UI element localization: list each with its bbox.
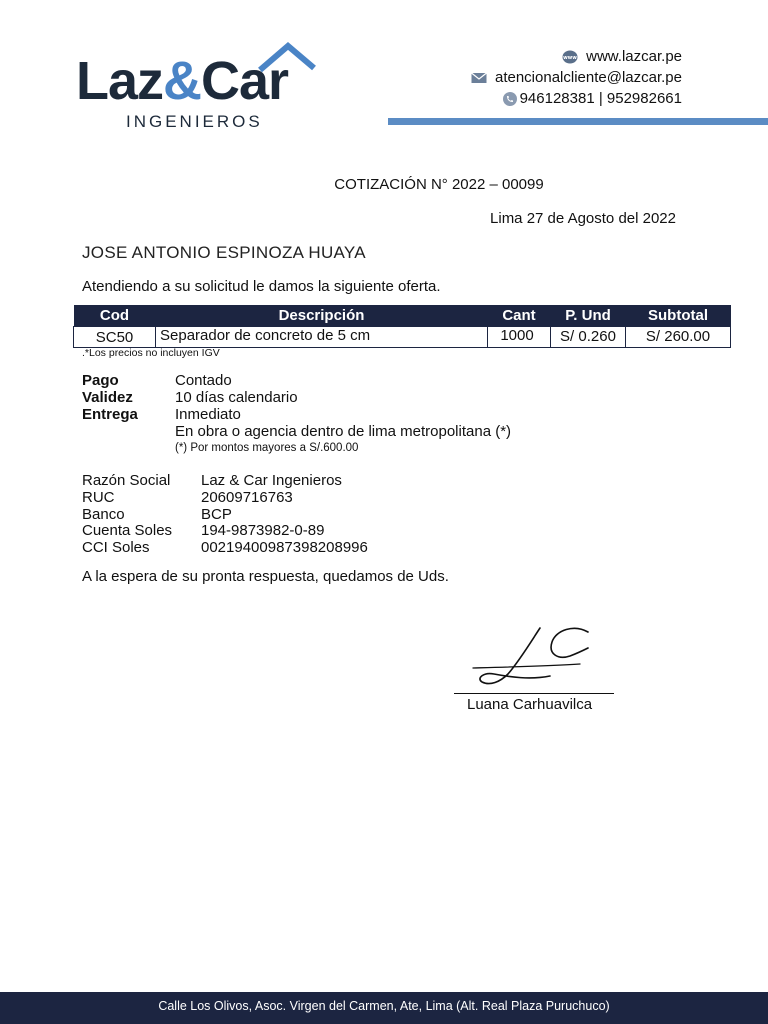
cell-p-und: S/ 0.260: [551, 327, 626, 348]
footer-address: Calle Los Olivos, Asoc. Virgen del Carmen, Ate, Lima (Alt. Real Plaza Puruchuco): [158, 999, 610, 1013]
ruc-label: RUC: [82, 488, 115, 506]
cell-subtotal: S/ 260.00: [626, 327, 731, 348]
bank-info-block: [82, 473, 368, 557]
terms-row-pago: [82, 372, 511, 389]
header-accent-bar: [388, 118, 768, 125]
handwritten-signature: [470, 622, 595, 690]
intro-text: Atendiendo a su solicitud le damos la siguiente oferta.: [82, 278, 441, 295]
validez-value: 10 días calendario: [175, 389, 298, 406]
terms-block: [82, 372, 511, 457]
quote-table: [73, 305, 731, 348]
cell-cant: 1000: [488, 327, 551, 348]
validez-label: Validez: [82, 389, 133, 406]
banco-label: Banco: [82, 505, 125, 523]
entrega-note: (*) Por montos mayores a S/.600.00: [175, 442, 359, 454]
bank-row-cuenta: [82, 523, 368, 540]
banco-value: BCP: [201, 505, 232, 523]
svg-text:www: www: [563, 54, 578, 61]
terms-row-entrega: [82, 406, 511, 423]
ruc-value: 20609716763: [201, 488, 293, 506]
col-header-cod: Cod: [74, 305, 156, 327]
envelope-icon: [471, 71, 487, 85]
entrega-detail: En obra o agencia dentro de lima metropolitana (*): [175, 423, 512, 440]
razon-value: Laz & Car Ingenieros: [201, 472, 342, 489]
email-row: [471, 67, 682, 88]
razon-label: Razón Social: [82, 472, 171, 489]
cci-label: CCI Soles: [82, 539, 150, 557]
website-link[interactable]: www.lazcar.pe: [586, 48, 682, 65]
contact-block: [471, 46, 682, 109]
brand-name: Laz&Car: [76, 51, 289, 111]
whatsapp-icon: [502, 91, 518, 107]
cuenta-value: 194-9873982-0-89: [201, 522, 325, 540]
igv-note: .*Los precios no incluyen IGV: [82, 347, 220, 359]
phone-row: [471, 88, 682, 109]
pago-label: Pago: [82, 372, 119, 389]
col-header-cant: Cant: [488, 305, 551, 327]
bank-row-cci: [82, 540, 368, 557]
company-logo: [76, 40, 326, 132]
cell-cod: SC50: [74, 327, 156, 348]
bank-row-banco: [82, 507, 368, 524]
footer-address-bar: [0, 992, 768, 1024]
website-row: [471, 46, 682, 67]
col-header-subtotal: Subtotal: [626, 305, 731, 327]
client-name: JOSE ANTONIO ESPINOZA HUAYA: [82, 243, 366, 262]
cuenta-label: Cuenta Soles: [82, 522, 173, 540]
entrega-label: Entrega: [82, 406, 138, 423]
phone-numbers: 946128381 | 952982661: [519, 90, 682, 107]
quote-date: Lima 27 de Agosto del 2022: [490, 210, 676, 227]
bank-row-razon: [82, 473, 368, 490]
entrega-value: Inmediato: [175, 406, 241, 423]
bank-row-ruc: [82, 490, 368, 507]
closing-text: A la espera de su pronta respuesta, quedamos de Uds.: [82, 568, 449, 585]
terms-row-entrega-note: [82, 440, 511, 457]
pago-value: Contado: [175, 372, 232, 389]
cci-value: 00219400987398208996: [201, 539, 368, 557]
table-row: [74, 327, 731, 348]
col-header-p-und: P. Und: [551, 305, 626, 327]
cell-descripcion: Separador de concreto de 5 cm: [156, 327, 488, 348]
quote-title: COTIZACIÓN N° 2022 – 00099: [334, 176, 544, 193]
col-header-descripcion: Descripción: [156, 305, 488, 327]
brand-subtitle: INGENIEROS: [126, 112, 263, 131]
email-link[interactable]: atencionalcliente@lazcar.pe: [494, 69, 682, 86]
terms-row-entrega-detail: [82, 423, 511, 440]
terms-row-validez: [82, 389, 511, 406]
table-header-row: [74, 305, 731, 327]
signature-line: [454, 693, 614, 694]
signer-name: Luana Carhuavilca: [467, 696, 593, 713]
globe-www-icon: [562, 50, 578, 64]
